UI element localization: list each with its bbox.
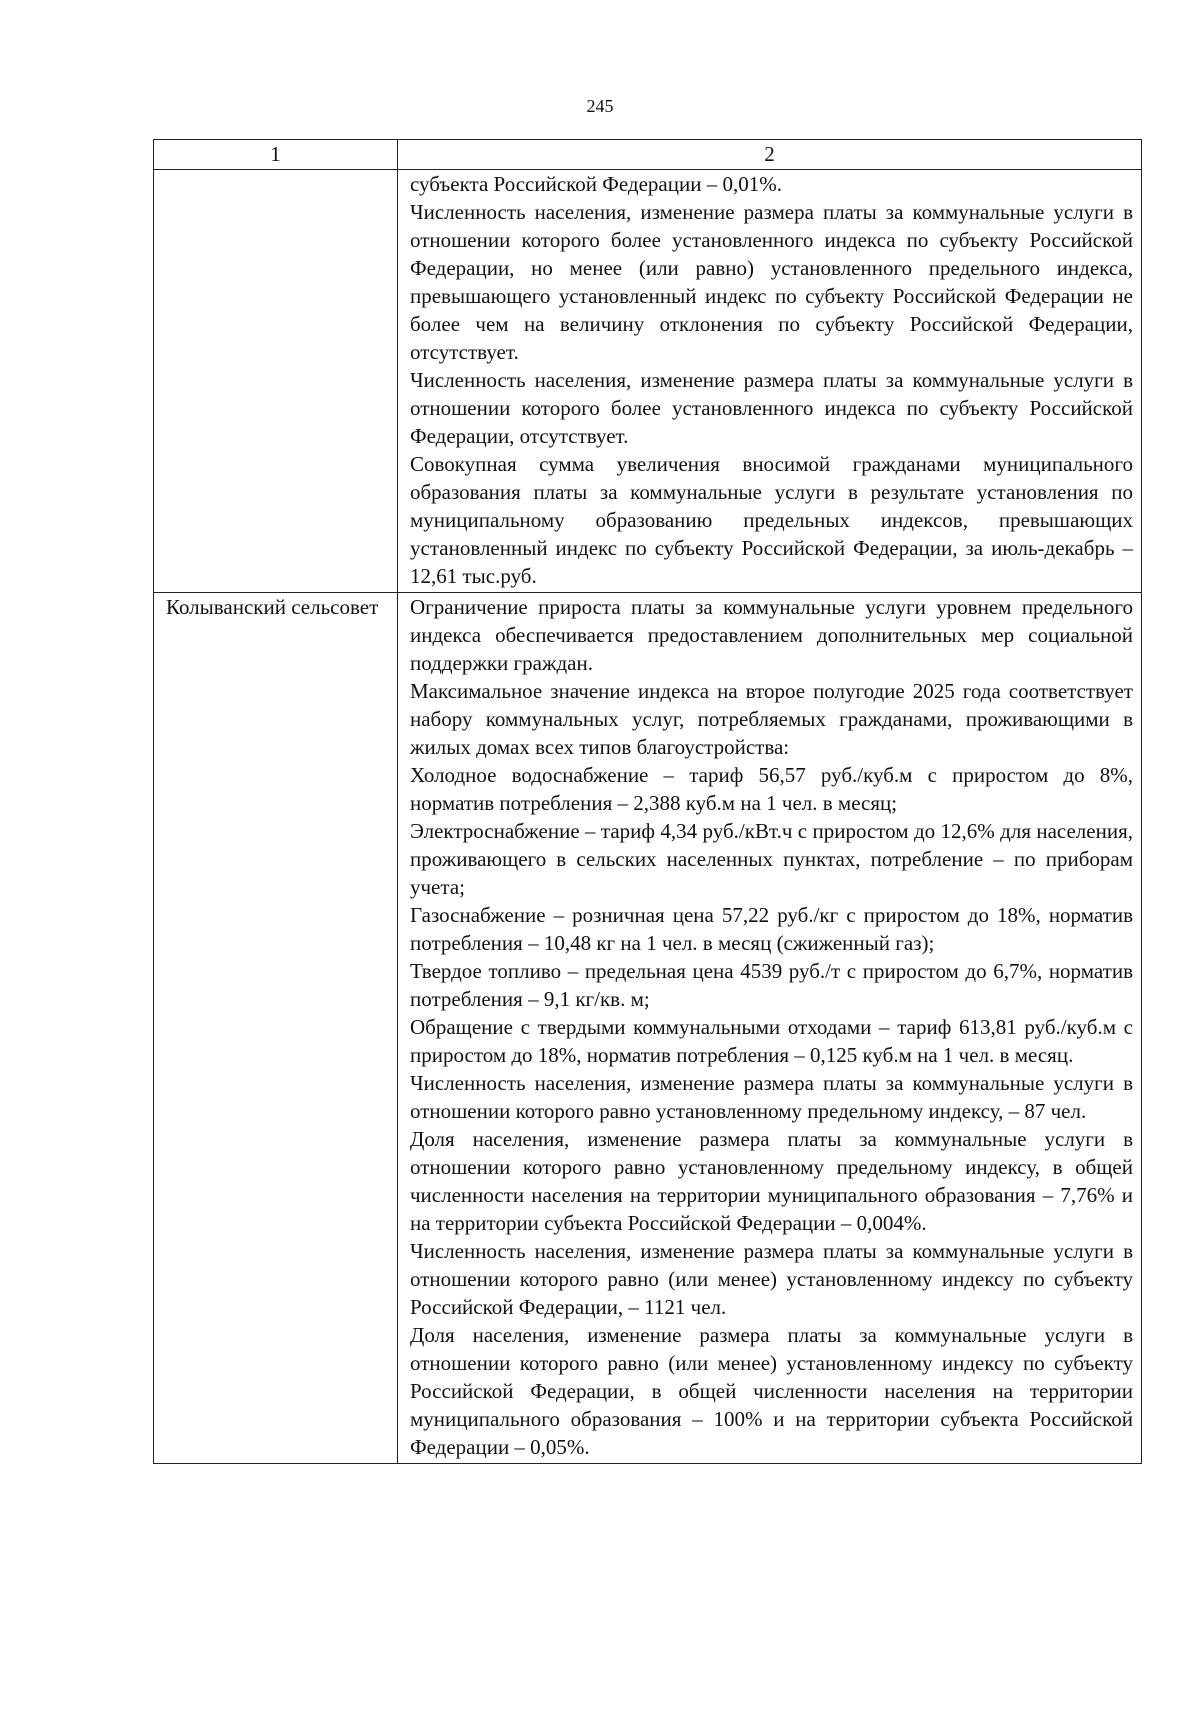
paragraph: Численность населения, изменение размера платы за коммунальные услуги в отношении которого более установленного индекса по субъекту Российской Федерации, но менее (или равно) установленного предельного индекса, превышающего установленный индекс по субъекту Российской Федерации не более чем на величину отклонения по субъекту Российской Федерации, отсутствует. (410, 200, 1133, 364)
municipality-name-cell: Колыванский сельсовет (154, 593, 398, 1464)
paragraph: Обращение с твердыми коммунальными отходами – тариф 613,81 руб./куб.м с приростом до 18%, норматив потребления – 0,125 куб.м на 1 чел. в месяц. (410, 1015, 1133, 1067)
paragraph: Численность населения, изменение размера платы за коммунальные услуги в отношении которого равно установленному предельному индексу, – 87 чел. (410, 1071, 1133, 1123)
paragraph: Газоснабжение – розничная цена 57,22 руб./кг с приростом до 18%, норматив потребления – 10,48 кг на 1 чел. в месяц (сжиженный газ); (410, 903, 1133, 955)
table-row (154, 170, 1142, 593)
paragraph: Доля населения, изменение размера платы за коммунальные услуги в отношении которого равно установленному предельному индексу, в общей численности населения на территории муниципального образования – 7,76% и на территории субъекта Российской Федерации – 0,004%. (410, 1127, 1133, 1235)
description-cell (398, 170, 1142, 593)
paragraph: Твердое топливо – предельная цена 4539 руб./т с приростом до 6,7%, норматив потребления – 9,1 кг/кв. м; (410, 959, 1133, 1011)
paragraph: Численность населения, изменение размера платы за коммунальные услуги в отношении которого равно (или менее) установленному индексу по субъекту Российской Федерации, – 1121 чел. (410, 1239, 1133, 1319)
paragraph: Совокупная сумма увеличения вносимой гражданами муниципального образования платы за коммунальные услуги в результате установления по муниципальному образованию предельных индексов, превышающих установленный индекс по субъекту Российской Федерации, за июль-декабрь – 12,61 тыс.руб. (410, 452, 1133, 588)
paragraph: Холодное водоснабжение – тариф 56,57 руб./куб.м с приростом до 8%, норматив потребления – 2,388 куб.м на 1 чел. в месяц; (410, 763, 1133, 815)
description-cell (398, 593, 1142, 1464)
paragraph: Ограничение прироста платы за коммунальные услуги уровнем предельного индекса обеспечивается предоставлением дополнительных мер социальной поддержки граждан. (410, 595, 1133, 675)
municipality-name-cell (154, 170, 398, 593)
column-header-2: 2 (398, 140, 1142, 170)
paragraph: Доля населения, изменение размера платы за коммунальные услуги в отношении которого равно (или менее) установленному индексу по субъекту Российской Федерации, в общей численности населения на территории муниципального образования – 100% и на территории субъекта Российской Федерации – 0,05%. (410, 1323, 1133, 1459)
paragraph: Электроснабжение – тариф 4,34 руб./кВт.ч с приростом до 12,6% для населения, проживающего в сельских населенных пунктах, потребление – по приборам учета; (410, 819, 1133, 899)
table-header-row (154, 140, 1142, 170)
paragraph: Максимальное значение индекса на второе полугодие 2025 года соответствует набору коммунальных услуг, потребляемых гражданами, проживающими в жилых домах всех типов благоустройства: (410, 679, 1133, 759)
paragraph: субъекта Российской Федерации – 0,01%. (410, 172, 782, 196)
table-row (154, 593, 1142, 1464)
page-number: 245 (586, 96, 614, 116)
paragraph: Численность населения, изменение размера платы за коммунальные услуги в отношении которого более установленного индекса по субъекту Российской Федерации, отсутствует. (410, 368, 1133, 448)
indices-table (153, 139, 1142, 1464)
column-header-1: 1 (154, 140, 398, 170)
